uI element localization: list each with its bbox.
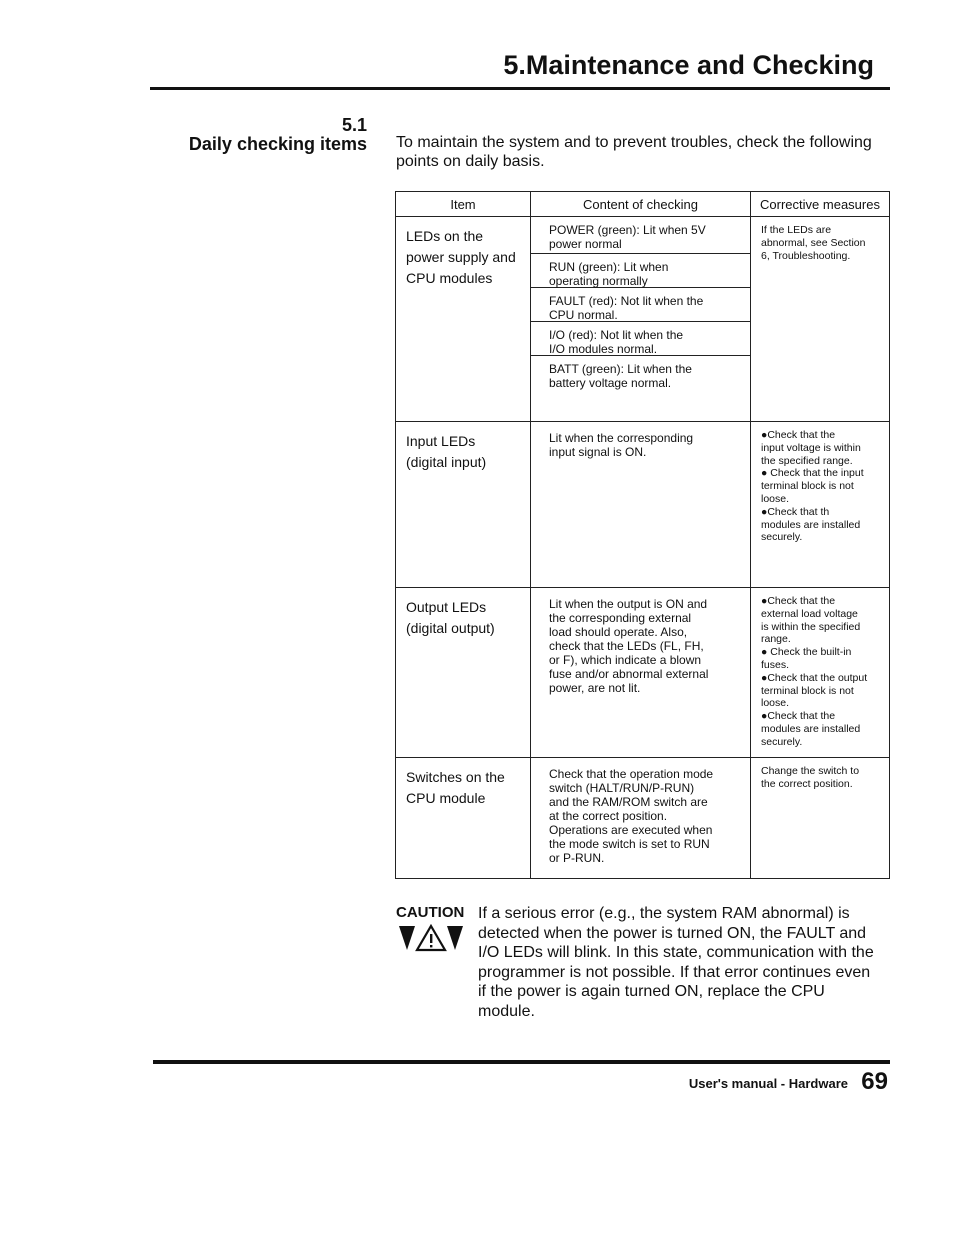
- chapter-title: 5.Maintenance and Checking: [503, 50, 874, 80]
- measure-cell: [751, 217, 890, 422]
- header-measures: Corrective measures: [751, 192, 890, 217]
- led-check-item: [531, 253, 750, 287]
- item-line: (digital output): [406, 620, 495, 636]
- measure-line: 6, Troubleshooting.: [761, 249, 851, 262]
- item-line: CPU module: [406, 790, 486, 806]
- caution-line: detected when the power is turned ON, the FAULT and: [478, 924, 867, 942]
- item-line: Output LEDs: [406, 599, 487, 615]
- measure-line: ●Check that the: [761, 595, 836, 607]
- led-check-item: [531, 217, 750, 253]
- content-line: switch (HALT/RUN/P-RUN): [549, 781, 695, 795]
- content-line: the mode switch is set to RUN: [549, 837, 710, 851]
- item-cell: [396, 758, 531, 879]
- measure-line: the correct position.: [761, 777, 853, 790]
- measure-line: loose.: [761, 697, 790, 710]
- caution-warning-icon: [398, 924, 464, 952]
- content-line: POWER (green): Lit when 5V: [549, 223, 706, 237]
- content-line: Check that the operation mode: [549, 767, 714, 781]
- measure-line: ●Check that the output: [761, 671, 868, 684]
- header-content: Content of checking: [531, 192, 751, 217]
- measure-line: abnormal, see Section: [761, 236, 866, 249]
- content-line: and the RAM/ROM switch are: [549, 795, 708, 809]
- measure-line: modules are installed: [761, 722, 861, 735]
- header-item: Item: [396, 192, 531, 217]
- content-line: power normal: [549, 237, 622, 251]
- table-row: [396, 758, 890, 879]
- measure-line: input voltage is within: [761, 441, 861, 454]
- content-line: BATT (green): Lit when the: [549, 362, 692, 376]
- content-cell: [531, 588, 751, 758]
- content-line: Lit when the output is ON and: [549, 597, 708, 611]
- measure-line: securely.: [761, 531, 803, 544]
- content-line: battery voltage normal.: [549, 376, 672, 390]
- item-cell: [396, 217, 531, 422]
- section-intro: To maintain the system and to prevent troubles, check the following points on daily basis.: [396, 134, 872, 170]
- table-row: [396, 588, 890, 758]
- measure-cell: [751, 422, 890, 588]
- table-row: [396, 217, 890, 422]
- item-line: LEDs on the: [406, 228, 484, 244]
- item-cell: [396, 422, 531, 588]
- content-line: load should operate. Also,: [549, 625, 688, 639]
- caution-line: programmer is not possible. If that error continues even: [478, 963, 871, 981]
- content-line: RUN (green): Lit when: [549, 260, 669, 274]
- measure-line: loose.: [761, 492, 790, 505]
- caution-line: If a serious error (e.g., the system RAM abnormal) is: [478, 905, 850, 922]
- caution-line: if the power is again turned ON, replace the CPU: [478, 983, 825, 1000]
- content-cell: [531, 758, 751, 879]
- content-line: at the correct position.: [549, 809, 668, 823]
- header-rule: [150, 87, 890, 90]
- measure-cell: [751, 758, 890, 879]
- content-line: power, are not lit.: [549, 681, 641, 695]
- content-line: Lit when the corresponding: [549, 431, 694, 445]
- led-check-item: [531, 321, 750, 355]
- caution-text: [478, 904, 898, 1021]
- measure-line: the specified range.: [761, 454, 853, 467]
- content-line: FAULT (red): Not lit when the: [549, 294, 704, 308]
- item-cell: [396, 588, 531, 758]
- led-check-item: [531, 355, 750, 389]
- content-line: CPU normal.: [549, 308, 618, 322]
- content-line: or P-RUN.: [549, 851, 605, 865]
- measure-line: ●Check that the: [761, 710, 836, 723]
- content-line: or F), which indicate a blown: [549, 653, 702, 667]
- section-number: 5.1: [341, 115, 367, 135]
- measure-line: terminal block is not: [761, 480, 854, 493]
- content-line: fuse and/or abnormal external: [549, 667, 709, 681]
- measure-cell: [751, 588, 890, 758]
- led-check-item: [531, 287, 750, 321]
- measure-line: ● Check that the input: [761, 467, 864, 480]
- content-line: input signal is ON.: [549, 445, 647, 459]
- measure-line: range.: [761, 633, 791, 646]
- content-line: I/O (red): Not lit when the: [549, 328, 684, 342]
- content-line: Operations are executed when: [549, 823, 713, 837]
- measure-line: ● Check the built-in: [761, 646, 852, 659]
- caution-line: module.: [478, 1002, 535, 1020]
- page-number: 69: [861, 1068, 888, 1095]
- section-title: Daily checking items: [188, 134, 367, 154]
- daily-checking-table: [395, 191, 890, 879]
- content-line: I/O modules normal.: [549, 342, 658, 356]
- measure-line: securely.: [761, 735, 803, 748]
- item-line: Switches on the: [406, 769, 505, 785]
- measure-line: modules are installed: [761, 518, 861, 531]
- item-line: power supply and: [406, 249, 516, 265]
- footer-rule: [153, 1060, 890, 1064]
- measure-line: Change the switch to: [761, 765, 860, 777]
- measure-line: terminal block is not: [761, 684, 854, 697]
- table-row: [396, 422, 890, 588]
- content-line: operating normally: [549, 274, 648, 288]
- caution-line: I/O LEDs will blink. In this state, communication with the: [478, 944, 874, 961]
- measure-line: is within the specified: [761, 620, 861, 633]
- item-line: CPU modules: [406, 270, 493, 286]
- content-line: the corresponding external: [549, 611, 692, 625]
- measure-line: If the LEDs are: [761, 224, 832, 236]
- table-header-row: [396, 192, 890, 217]
- caution-label: CAUTION: [396, 904, 465, 921]
- item-line: (digital input): [406, 454, 487, 470]
- content-line: check that the LEDs (FL, FH,: [549, 639, 704, 653]
- footer-label: User's manual - Hardware: [688, 1076, 848, 1091]
- content-cell: [531, 217, 751, 422]
- content-cell: [531, 422, 751, 588]
- measure-line: fuses.: [761, 658, 790, 671]
- measure-line: ●Check that th: [761, 505, 830, 518]
- measure-line: external load voltage: [761, 607, 858, 620]
- item-line: Input LEDs: [406, 433, 476, 449]
- measure-line: ●Check that the: [761, 429, 836, 441]
